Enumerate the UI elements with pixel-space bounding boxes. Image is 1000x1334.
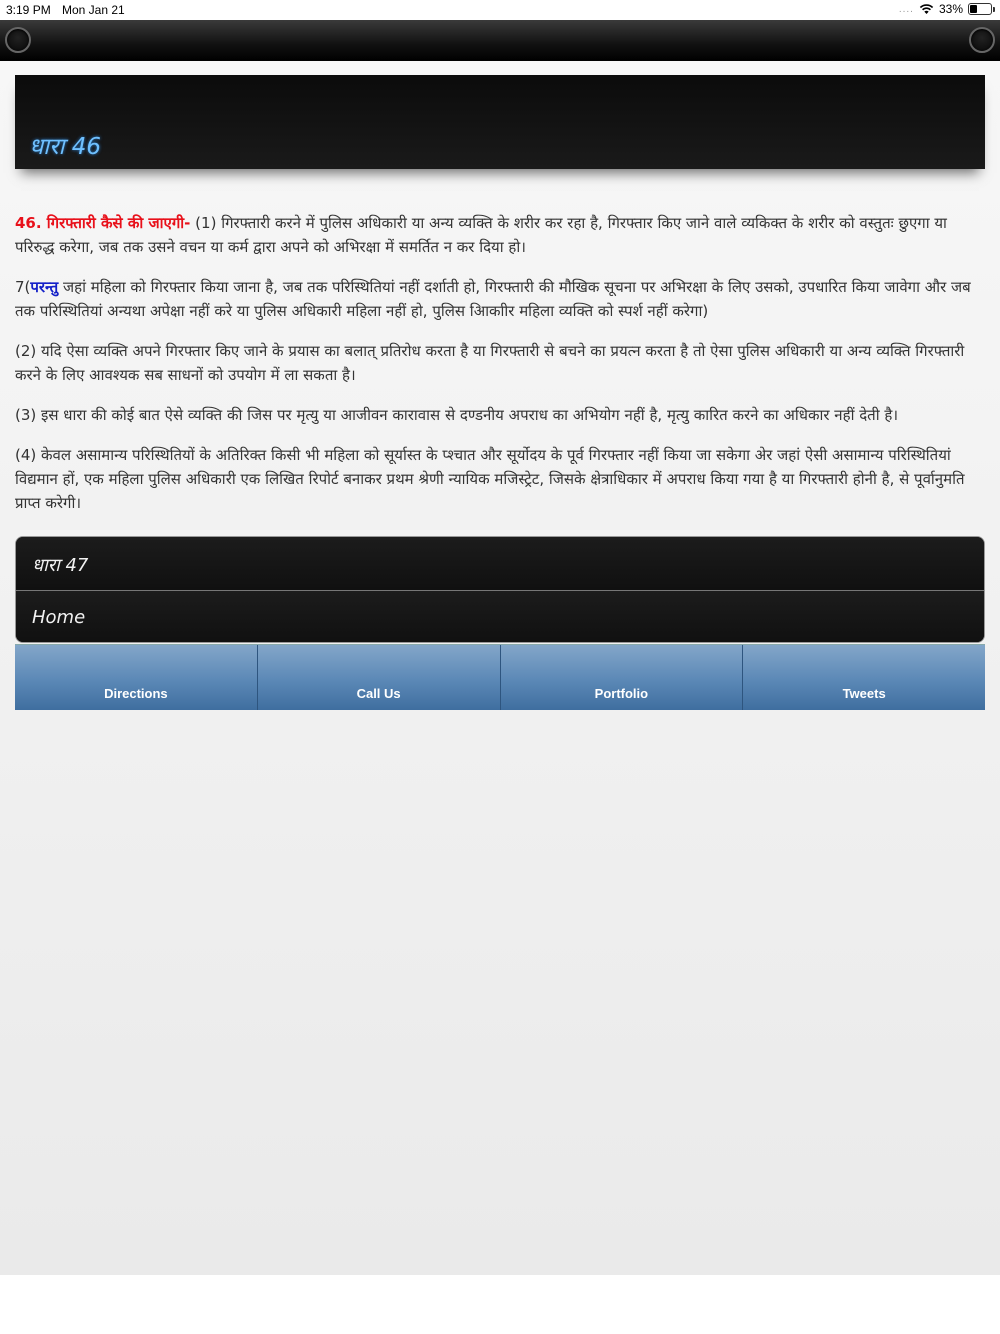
header-banner [15, 75, 985, 169]
paragraph-2-text: जहां महिला को गिरफ्तार किया जाना है, जब तक परिस्थितियां नहीं दर्शाती हो, गिरफ्तारी की मौखिक सूचना पर अभिरक्षा के लिए उसको, उपधारित किया जावेगा और जब तक परिस्थितियां अन्यथा अपेक्षा नहीं करे या पुलिस अधिकारी महिला नहीं हो, पुलिस आिकाीर महिला व्यक्ति को स्पर्श नहीं करेगा) [15, 278, 971, 320]
page-title: धारा 46 [29, 134, 102, 160]
tab-call-us[interactable]: Call Us [258, 645, 501, 710]
nav-item-home[interactable]: Home [16, 590, 984, 643]
paragraph-2-prefix: 7( [15, 278, 31, 296]
proviso-link[interactable]: परन्तु [30, 278, 59, 296]
battery-fill [970, 5, 977, 13]
signal-dots-icon: .... [898, 3, 914, 15]
tab-tweets[interactable]: Tweets [743, 645, 985, 710]
left-round-button[interactable] [5, 27, 31, 53]
bottom-blank-area [0, 1275, 1000, 1334]
status-indicators [899, 2, 992, 16]
navigation-list [15, 536, 985, 643]
status-date: Mon Jan 21 [62, 3, 125, 17]
article-body [15, 211, 985, 531]
article-paragraph-2 [15, 275, 985, 323]
nav-item-dhara-47[interactable]: धारा 47 [16, 537, 984, 590]
top-nav-bar [0, 20, 1000, 61]
article-paragraph-1 [15, 211, 985, 259]
tab-directions[interactable]: Directions [15, 645, 258, 710]
main-content [0, 61, 1000, 1275]
battery-percent: 33% [938, 2, 963, 16]
article-paragraph-5: (4) केवल असामान्य परिस्थितियों के अतिरिक्त किसी भी महिला को सूर्यास्त के प्श्चात और सूर्योदय के पूर्व गिरफ्तार नहीं किया जा सकेगा अेर जहां ऐसी असामान्य परिस्थितियां विद्यमान हों, एक महिला पुलिस अधिकारी एक लिखित रिपोर्ट बनाकर प्रथम श्रेणी न्यायिक मजिस्ट्रेट, जिसके क्षेत्राधिकार में अपराध किया गया है या गिरफ्तारी होनी है, से पूर्वानुमति प्राप्त करेगी। [15, 446, 965, 512]
article-paragraph-4: (3) इस धारा की कोई बात ऐसे व्यक्ति की जिस पर मृत्यु या आजीवन कारावास से दण्डनीय अपराध का अभियोग नहीं है, मृत्यु कारित करने का अधिकार नहीं देती है। [15, 406, 899, 424]
status-bar [0, 0, 1000, 20]
paragraph-1-text: (1) गिरफ्तारी करने में पुलिस अधिकारी या अन्य व्यक्ति के शरीर कर रहा है, गिरफ्तार किए जाने वाले व्यकिक्त के शरीर को वस्तुतः छुएगा या परिरुद्ध करेगा, जब तक उसने वचन या कर्म द्वारा अपने को अभिरक्षा में समर्तित न कर दिया हो। [15, 214, 947, 256]
article-paragraph-3: (2) यदि ऐसा व्यक्ति अपने गिरफ्तार किए जाने के प्रयास का बलात् प्रतिरोध करता है या गिरफ्तारी से बचने का प्रयत्न करता है तो ऐसा पुलिस अधिकारी या अन्य व्यक्ति गिरफ्तारी करने के लिए आवश्यक सब साधनों को उपयोग में ला सकता है। [15, 342, 965, 384]
battery-icon [968, 3, 992, 15]
wifi-icon [919, 3, 934, 15]
bottom-tab-bar [15, 644, 985, 710]
section-heading: 46. गिरफ्तारी कैसे की जाएगी- [15, 214, 191, 232]
tab-portfolio[interactable]: Portfolio [501, 645, 744, 710]
right-round-button[interactable] [969, 27, 995, 53]
status-time: 3:19 PM [6, 3, 51, 17]
